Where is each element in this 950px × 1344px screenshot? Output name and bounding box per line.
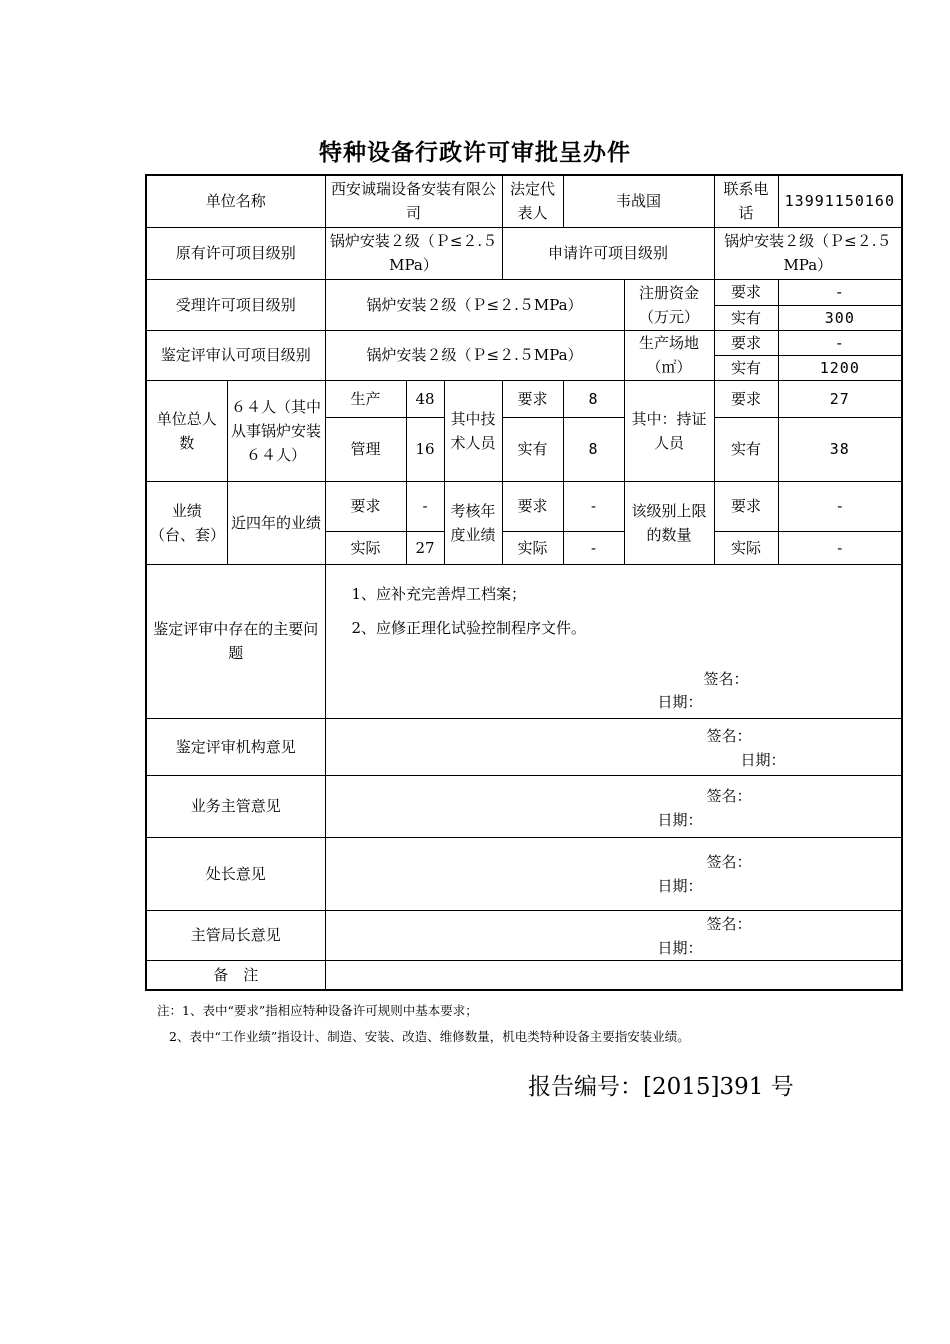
accepted-license-row bbox=[146, 279, 902, 305]
date-label: 日期： bbox=[657, 692, 703, 711]
sign-label: 签名： bbox=[706, 852, 752, 871]
site-actual-label: 实有 bbox=[714, 355, 778, 380]
site-required-label: 要求 bbox=[714, 330, 778, 355]
capital-required-label: 要求 bbox=[714, 279, 778, 305]
accepted-license-value: 锅炉安装２级（Ｐ≤２.５MPa） bbox=[325, 279, 624, 330]
note-1: 注：1、表中“要求”指相应特种设备许可规则中基本要求； bbox=[157, 1003, 478, 1018]
limit-required-label: 要求 bbox=[714, 481, 778, 531]
footnotes bbox=[157, 998, 690, 1050]
exam-required-label: 要求 bbox=[502, 481, 563, 531]
total-staff-label: 单位总人数 bbox=[146, 380, 227, 481]
issue-item: 2、应修正理化试验控制程序文件。 bbox=[351, 618, 587, 637]
capital-actual-label: 实有 bbox=[714, 305, 778, 330]
director-opinion-row bbox=[146, 837, 902, 910]
limit-actual-label: 实际 bbox=[714, 531, 778, 564]
phone-label: 联系电话 bbox=[714, 175, 778, 227]
evaluated-license-row bbox=[146, 330, 902, 355]
cert-actual-label: 实有 bbox=[714, 417, 778, 481]
date-label: 日期： bbox=[657, 938, 703, 957]
applied-license-value: 锅炉安装２级（Ｐ≤２.５MPa） bbox=[714, 227, 902, 279]
performance-row bbox=[146, 481, 902, 531]
issue-item: 1、应补充完善焊工档案； bbox=[351, 584, 527, 603]
limit-actual-value: - bbox=[778, 531, 902, 564]
issues-content bbox=[325, 564, 902, 718]
issues-row bbox=[146, 564, 902, 718]
exam-required-value: - bbox=[563, 481, 624, 531]
total-staff-value: ６４人（其中从事锅炉安装６４人） bbox=[227, 380, 325, 481]
date-label: 日期： bbox=[740, 750, 786, 769]
limit-required-value: - bbox=[778, 481, 902, 531]
legal-rep-label: 法定代表人 bbox=[502, 175, 563, 227]
evaluated-license-label: 鉴定评审认可项目级别 bbox=[146, 330, 325, 380]
management-staff-value: 16 bbox=[406, 417, 444, 481]
exam-actual-label: 实际 bbox=[502, 531, 563, 564]
applied-license-label: 申请许可项目级别 bbox=[502, 227, 714, 279]
date-label: 日期： bbox=[657, 876, 703, 895]
sign-label: 签名： bbox=[703, 669, 749, 688]
capital-required-value: - bbox=[778, 279, 902, 305]
accepted-license-label: 受理许可项目级别 bbox=[146, 279, 325, 330]
performance-label: 业绩（台、套） bbox=[146, 481, 227, 564]
site-required-value: - bbox=[778, 330, 902, 355]
remarks-row bbox=[146, 960, 902, 990]
issues-label: 鉴定评审中存在的主要问题 bbox=[146, 564, 325, 718]
agency-opinion-field[interactable] bbox=[325, 718, 902, 775]
certified-staff-label: 其中：持证人员 bbox=[624, 380, 714, 481]
bureau-opinion-row bbox=[146, 910, 902, 960]
perf-actual-label: 实际 bbox=[325, 531, 406, 564]
cert-required-label: 要求 bbox=[714, 380, 778, 417]
unit-name-value: 西安诚瑞设备安装有限公司 bbox=[325, 175, 502, 227]
remarks-field[interactable] bbox=[325, 960, 902, 990]
unit-name-label: 单位名称 bbox=[146, 175, 325, 227]
supervisor-opinion-label: 业务主管意见 bbox=[146, 775, 325, 837]
annual-performance-label: 考核年度业绩 bbox=[444, 481, 502, 564]
page-title: 特种设备行政许可审批呈办件 bbox=[319, 140, 631, 166]
cert-actual-value: 38 bbox=[778, 417, 902, 481]
recent-performance-label: 近四年的业绩 bbox=[227, 481, 325, 564]
original-license-label: 原有许可项目级别 bbox=[146, 227, 325, 279]
sign-label: 签名： bbox=[706, 726, 752, 745]
director-opinion-field[interactable] bbox=[325, 837, 902, 910]
sign-label: 签名： bbox=[706, 786, 752, 805]
agency-opinion-row bbox=[146, 718, 902, 775]
cert-required-value: 27 bbox=[778, 380, 902, 417]
remarks-label: 备 注 bbox=[146, 960, 325, 990]
supervisor-opinion-row bbox=[146, 775, 902, 837]
perf-required-value: - bbox=[406, 481, 444, 531]
sign-label: 签名： bbox=[706, 914, 752, 933]
exam-actual-value: - bbox=[563, 531, 624, 564]
tech-actual-value: 8 bbox=[563, 417, 624, 481]
registered-capital-label: 注册资金（万元） bbox=[624, 279, 714, 330]
original-license-row bbox=[146, 227, 902, 279]
approval-form-table bbox=[145, 174, 903, 991]
tech-required-value: 8 bbox=[563, 380, 624, 417]
supervisor-opinion-field[interactable] bbox=[325, 775, 902, 837]
note-2: 2、表中“工作业绩”指设计、制造、安装、改造、维修数量，机电类特种设备主要指安装业绩。 bbox=[169, 1029, 690, 1044]
report-number: 报告编号：[2015]391 号 bbox=[528, 1074, 794, 1100]
original-license-value: 锅炉安装２级（Ｐ≤２.５MPa） bbox=[325, 227, 502, 279]
tech-actual-label: 实有 bbox=[502, 417, 563, 481]
director-opinion-label: 处长意见 bbox=[146, 837, 325, 910]
site-actual-value: 1200 bbox=[778, 355, 902, 380]
bureau-opinion-field[interactable] bbox=[325, 910, 902, 960]
production-staff-label: 生产 bbox=[325, 380, 406, 417]
perf-actual-value: 27 bbox=[406, 531, 444, 564]
production-staff-value: 48 bbox=[406, 380, 444, 417]
legal-rep-value: 韦战国 bbox=[563, 175, 714, 227]
unit-row bbox=[146, 175, 902, 227]
level-limit-label: 该级别上限的数量 bbox=[624, 481, 714, 564]
agency-opinion-label: 鉴定评审机构意见 bbox=[146, 718, 325, 775]
bureau-opinion-label: 主管局长意见 bbox=[146, 910, 325, 960]
capital-actual-value: 300 bbox=[778, 305, 902, 330]
management-staff-label: 管理 bbox=[325, 417, 406, 481]
perf-required-label: 要求 bbox=[325, 481, 406, 531]
evaluated-license-value: 锅炉安装２级（Ｐ≤２.５MPa） bbox=[325, 330, 624, 380]
phone-value: 13991150160 bbox=[778, 175, 902, 227]
technical-staff-label: 其中技术人员 bbox=[444, 380, 502, 481]
production-site-label: 生产场地（㎡） bbox=[624, 330, 714, 380]
date-label: 日期： bbox=[657, 810, 703, 829]
staff-row bbox=[146, 380, 902, 417]
tech-required-label: 要求 bbox=[502, 380, 563, 417]
